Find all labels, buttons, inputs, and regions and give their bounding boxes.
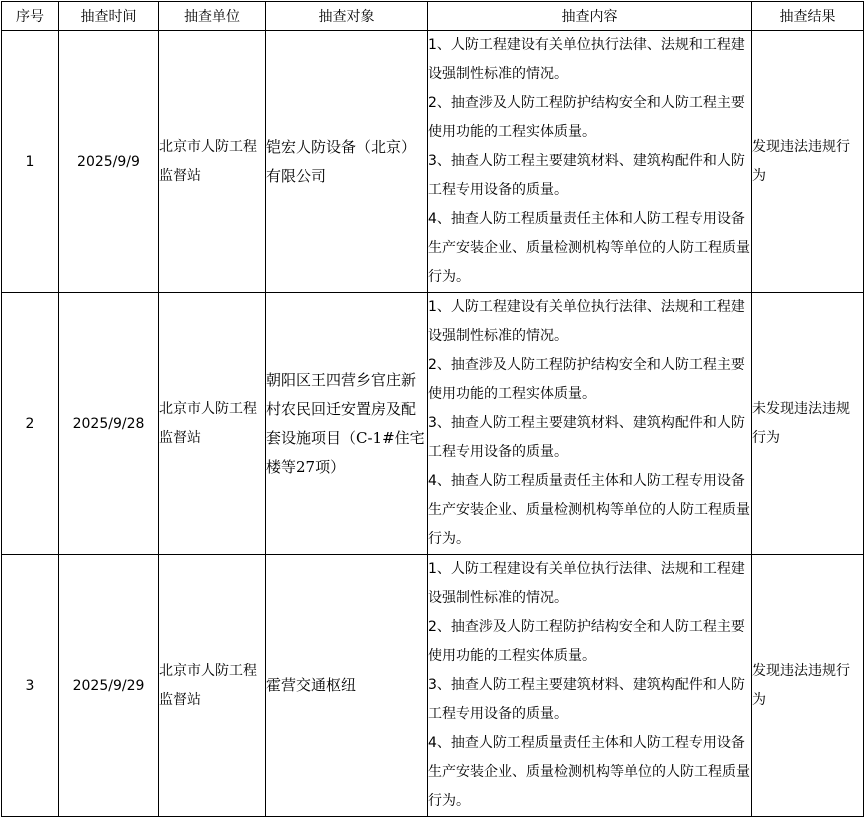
cell-unit: 北京市人防工程监督站 (159, 293, 266, 555)
cell-result: 未发现违法违规行为 (752, 293, 864, 555)
header-unit: 抽查单位 (159, 2, 266, 31)
cell-no: 2 (2, 293, 59, 555)
table-row (2, 555, 864, 817)
content-item: 1、人防工程建设有关单位执行法律、法规和工程建设强制性标准的情况。 (428, 37, 745, 82)
content-item: 4、抽查人防工程质量责任主体和人防工程专用设备生产安装企业、质量检测机构等单位的人防工程质量行为。 (428, 735, 750, 809)
table-row (2, 31, 864, 293)
content-item: 4、抽查人防工程质量责任主体和人防工程专用设备生产安装企业、质量检测机构等单位的人防工程质量行为。 (428, 211, 750, 285)
content-item: 1、人防工程建设有关单位执行法律、法规和工程建设强制性标准的情况。 (428, 299, 745, 344)
cell-unit: 北京市人防工程监督站 (159, 31, 266, 293)
header-result: 抽查结果 (752, 2, 864, 31)
content-item: 3、抽查人防工程主要建筑材料、建筑构配件和人防工程专用设备的质量。 (428, 153, 745, 198)
content-item: 2、抽查涉及人防工程防护结构安全和人防工程主要使用功能的工程实体质量。 (428, 357, 745, 402)
cell-content (428, 293, 752, 555)
cell-content (428, 31, 752, 293)
header-target: 抽查对象 (266, 2, 428, 31)
content-item: 4、抽查人防工程质量责任主体和人防工程专用设备生产安装企业、质量检测机构等单位的人防工程质量行为。 (428, 473, 750, 547)
cell-target: 铠宏人防设备（北京）有限公司 (266, 31, 428, 293)
content-item: 3、抽查人防工程主要建筑材料、建筑构配件和人防工程专用设备的质量。 (428, 677, 745, 722)
table-row (2, 293, 864, 555)
header-no: 序号 (2, 2, 59, 31)
content-item: 2、抽查涉及人防工程防护结构安全和人防工程主要使用功能的工程实体质量。 (428, 619, 745, 664)
content-item: 1、人防工程建设有关单位执行法律、法规和工程建设强制性标准的情况。 (428, 561, 745, 606)
inspection-table (1, 1, 864, 817)
cell-target: 霍营交通枢纽 (266, 555, 428, 817)
cell-date: 2025/9/9 (59, 31, 159, 293)
cell-content (428, 555, 752, 817)
header-date: 抽查时间 (59, 2, 159, 31)
cell-date: 2025/9/29 (59, 555, 159, 817)
header-content: 抽查内容 (428, 2, 752, 31)
content-item: 2、抽查涉及人防工程防护结构安全和人防工程主要使用功能的工程实体质量。 (428, 95, 745, 140)
cell-unit: 北京市人防工程监督站 (159, 555, 266, 817)
cell-no: 1 (2, 31, 59, 293)
cell-date: 2025/9/28 (59, 293, 159, 555)
cell-target: 朝阳区王四营乡官庄新村农民回迁安置房及配套设施项目（C-1#住宅楼等27项） (266, 293, 428, 555)
header-row (2, 2, 864, 31)
cell-result: 发现违法违规行为 (752, 555, 864, 817)
cell-no: 3 (2, 555, 59, 817)
content-item: 3、抽查人防工程主要建筑材料、建筑构配件和人防工程专用设备的质量。 (428, 415, 745, 460)
cell-result: 发现违法违规行为 (752, 31, 864, 293)
